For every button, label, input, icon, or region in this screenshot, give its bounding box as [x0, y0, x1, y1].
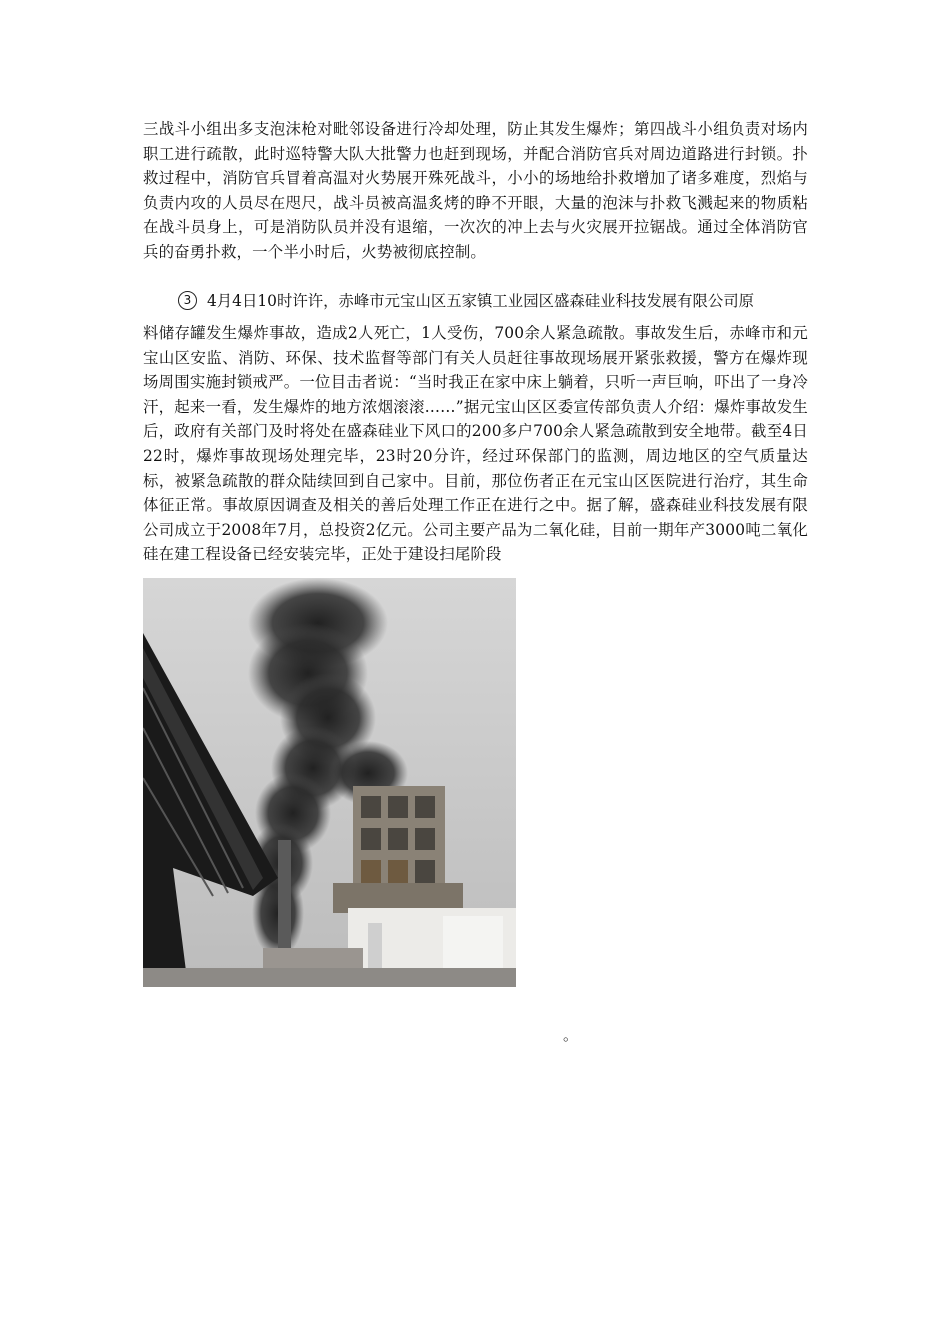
- list-item-3-heading: [178, 289, 808, 313]
- end-punctuation: 。: [563, 1026, 579, 1044]
- smoke-photo: [143, 578, 516, 987]
- circled-number: 3: [178, 291, 197, 310]
- paragraph-firefighting: 三战斗小组出多支泡沫枪对毗邻设备进行冷却处理，防止其发生爆炸；第四战斗小组负责对场内职工进行疏散，此时巡特警大队大批警力也赶到现场，并配合消防官兵对周边道路进行封锁。扑救过程中，消防官兵冒着高温对火势展开殊死战斗，小小的场地给扑救增加了诸多难度，烈焰与负责内攻的人员尽在咫尺，战斗员被高温炙烤的睁不开眼，大量的泡沫与扑救飞溅起来的物质粘在战斗员身上，可是消防队员并没有退缩，一次次的冲上去与火灾展开拉锯战。通过全体消防官兵的奋勇扑救，一个半小时后，火势被彻底控制。: [143, 120, 808, 261]
- paragraph-explosion: 料储存罐发生爆炸事故，造成2人死亡，1人受伤，700余人紧急疏散。事故发生后，赤峰市和元宝山区安监、消防、环保、技术监督等部门有关人员赶往事故现场展开紧张救援，警方在爆炸现场周围实施封锁戒严。一位目击者说：“当时我正在家中床上躺着，只听一声巨响，吓出了一身冷汗，起来一看，发生爆炸的地方浓烟滚滚……”据元宝山区区委宣传部负责人介绍：爆炸事故发生后，政府有关部门及时将处在盛森硅业下风口的200多户700余人紧急疏散到安全地带。截至4日22时，爆炸事故现场处理完毕，23时20分许，经过环保部门的监测，周边地区的空气质量达标，被紧急疏散的群众陆续回到自己家中。目前，那位伤者正在元宝山区医院进行治疗，其生命体征正常。事故原因调查及相关的善后处理工作正在进行之中。据了解，盛森硅业科技发展有限公司成立于2008年7月，总投资2亿元。公司主要产品为二氧化硅，目前一期年产3000吨二氧化硅在建工程设备已经安装完毕，正处于建设扫尾阶段: [143, 324, 808, 564]
- item-heading-text: 4月4日10时许许，赤峰市元宝山区五家镇工业园区盛森硅业科技发展有限公司原: [207, 292, 755, 310]
